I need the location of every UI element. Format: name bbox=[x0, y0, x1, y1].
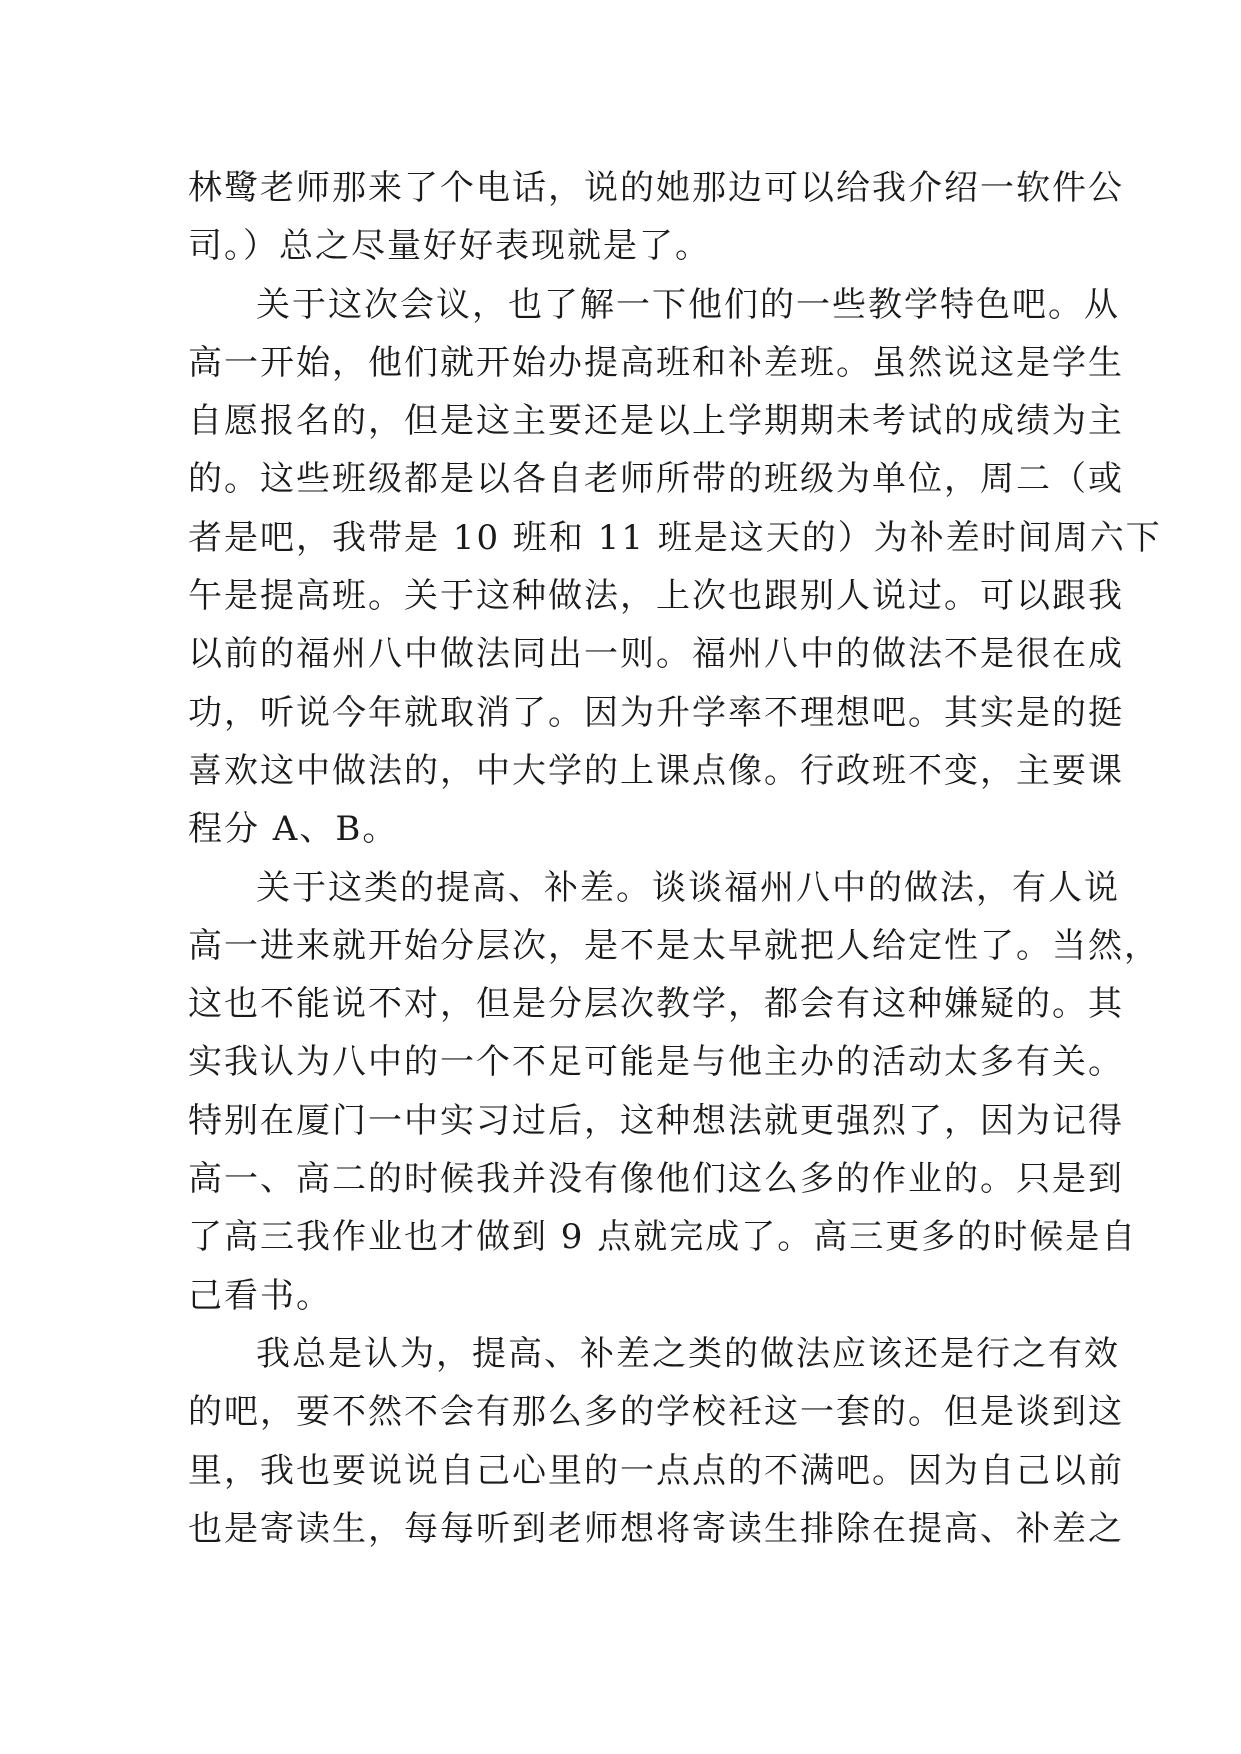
text-line: 午是提高班。关于这种做法，上次也跟别人说过。可以跟我 bbox=[188, 576, 1124, 617]
text-line: 喜欢这中做法的，中大学的上课点像。行政班不变，主要课 bbox=[188, 750, 1124, 791]
paragraph-1 bbox=[188, 159, 1124, 276]
text-line: 高一开始，他们就开始办提高班和补差班。虽然说这是学生 bbox=[188, 342, 1124, 383]
text-line: 自愿报名的，但是这主要还是以上学期期未考试的成绩为主 bbox=[188, 401, 1124, 442]
text-line: 林鹭老师那来了个电话，说的她那边可以给我介绍一软件公 bbox=[188, 168, 1124, 208]
text-line: 高一进来就开始分层次，是不是太早就把人给定性了。当然， bbox=[188, 925, 1160, 966]
text-line: 了高三我作业也才做到 9 点就完成了。高三更多的时候是自 bbox=[188, 1217, 1138, 1258]
text-line: 以前的福州八中做法同出一则。福州八中的做法不是很在成 bbox=[188, 634, 1124, 675]
text-line: 功，听说今年就取消了。因为升学率不理想吧。其实是的挺 bbox=[188, 692, 1124, 733]
text-line: 的。这些班级都是以各自老师所带的班级为单位，周二（或 bbox=[188, 459, 1124, 500]
text-line: 关于这次会议，也了解一下他们的一些教学特色吧。从 bbox=[256, 284, 1120, 325]
text-line: 己看书。 bbox=[188, 1275, 332, 1316]
text-line: 里，我也要说说自己心里的一点点的不满吧。因为自己以前 bbox=[188, 1450, 1124, 1491]
body-text bbox=[188, 159, 1162, 1558]
paragraph-2 bbox=[188, 276, 1162, 859]
paragraph-3 bbox=[188, 859, 1160, 1325]
text-line: 的吧，要不然不会有那么多的学校衽这一套的。但是谈到这 bbox=[188, 1392, 1124, 1433]
text-line: 者是吧，我带是 10 班和 11 班是这天的）为补差时间周六下 bbox=[188, 517, 1162, 558]
text-line: 我总是认为，提高、补差之类的做法应该还是行之有效 bbox=[256, 1333, 1120, 1374]
text-line: 也是寄读生，每每听到老师想将寄读生排除在提高、补差之 bbox=[188, 1508, 1124, 1549]
text-line: 高一、高二的时候我并没有像他们这么多的作业的。只是到 bbox=[188, 1159, 1124, 1200]
text-line: 实我认为八中的一个不足可能是与他主办的活动太多有关。 bbox=[188, 1042, 1124, 1083]
text-line: 这也不能说不对，但是分层次教学，都会有这种嫌疑的。其 bbox=[188, 984, 1124, 1025]
text-line: 司。）总之尽量好好表现就是了。 bbox=[188, 226, 711, 267]
text-line: 特别在厦门一中实习过后，这种想法就更强烈了，因为记得 bbox=[188, 1100, 1124, 1141]
text-line: 关于这类的提高、补差。谈谈福州八中的做法，有人说 bbox=[256, 867, 1120, 908]
text-line: 程分 A、B。 bbox=[188, 809, 399, 850]
paragraph-4 bbox=[188, 1325, 1124, 1558]
